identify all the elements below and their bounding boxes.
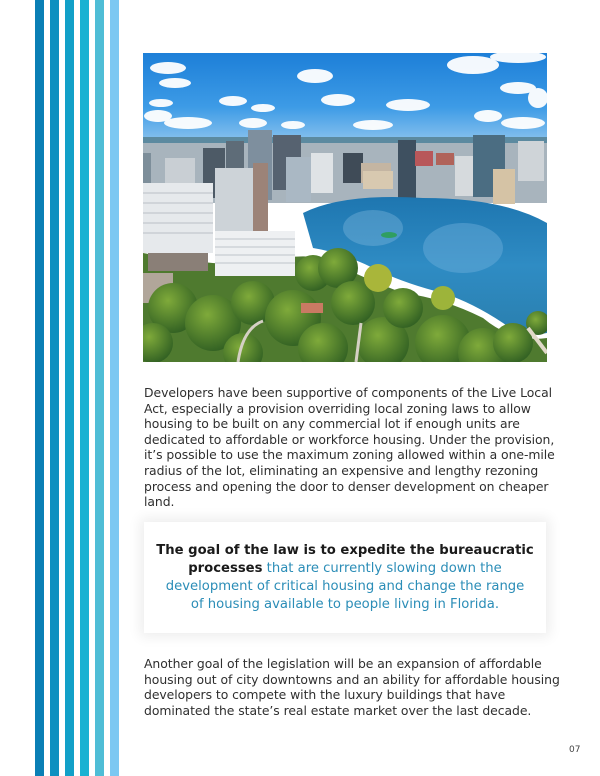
text-line: land. (144, 494, 175, 510)
stripe-2 (50, 0, 59, 776)
quote-accent-line: development of critical housing and change the range (165, 579, 525, 594)
text-line: it’s possible to use the maximum zoning allowed within a one-mile (144, 447, 555, 463)
paragraph-zoning-provision (144, 385, 554, 510)
city-lake-photo (143, 53, 547, 362)
pull-quote-box (144, 522, 546, 633)
pull-quote (144, 542, 546, 614)
stripe-6 (110, 0, 119, 776)
stripe-3 (65, 0, 74, 776)
quote-line-bold: The goal of the law is to expedite the bureaucratic (156, 543, 534, 558)
text-line: Developers have been supportive of components of the Live Local (144, 385, 553, 400)
quote-bold-word: processes (188, 561, 263, 576)
text-line: housing to be built on any commercial lot if enough units are (144, 416, 520, 432)
quote-accent-line: of housing available to people living in Florida. (190, 597, 500, 612)
page-number: 07 (569, 745, 581, 755)
text-line: radius of the lot, eliminating an expensive and lengthy rezoning (144, 462, 539, 478)
paragraph-legislation-goal (144, 656, 560, 718)
text-line: Another goal of the legislation will be an expansion of affordable (144, 656, 542, 671)
text-line: housing out of city downtowns and an ability for affordable housing (144, 671, 560, 687)
text-line: developers to compete with the luxury buildings that have (144, 687, 506, 703)
text-line: Act, especially a provision overriding local zoning laws to allow (144, 400, 531, 416)
stripe-5 (95, 0, 104, 776)
text-line: dedicated to affordable or workforce housing. Under the provision, (144, 431, 555, 447)
stripe-4 (80, 0, 89, 776)
text-line: dominated the state’s real estate market over the last decade. (144, 702, 532, 718)
text-line: process and opening the door to denser development on cheaper (144, 478, 549, 494)
stripe-1 (35, 0, 44, 776)
quote-accent-text: that are currently slowing down the (262, 561, 502, 576)
decorative-stripes (0, 0, 130, 776)
